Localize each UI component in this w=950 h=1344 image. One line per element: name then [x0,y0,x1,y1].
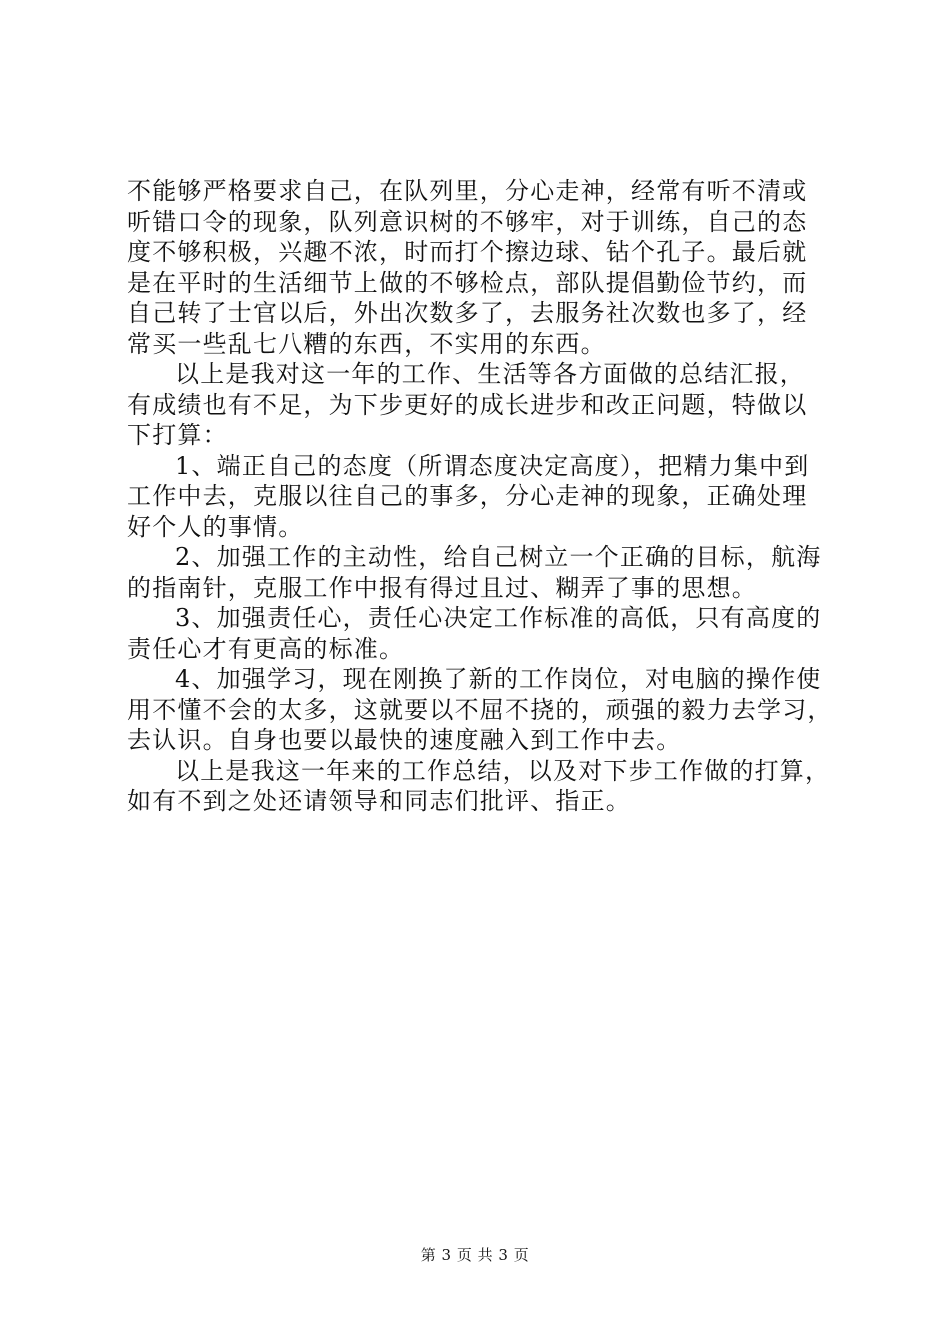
page-number-footer: 第 3 页 共 3 页 [420,1246,530,1264]
text-line: 如有不到之处还请领导和同志们批评、指正。 [127,787,631,815]
list-item-1-line: 1、端正自己的态度（所谓态度决定高度），把精力集中到 [175,451,810,480]
text-line: 度不够积极，兴趣不浓，时而打个擦边球、钻个孔子。最后就 [127,238,808,266]
text-line: 常买一些乱七八糟的东西，不实用的东西。 [127,329,606,358]
list-item-4-line: 4、加强学习，现在刚换了新的工作岗位，对电脑的操作使 [175,665,822,693]
text-line: 的指南针，克服工作中报有得过且过、糊弄了事的思想。 [127,573,757,602]
text-line: 下打算： [127,421,228,449]
paragraph-start-line: 以上是我对这一年的工作、生活等各方面做的总结汇报， [175,360,805,388]
text-line: 责任心才有更高的标准。 [127,634,405,663]
text-line: 工作中去，克服以往自己的事多，分心走神的现象，正确处理 [127,482,808,510]
text-line: 去认识。自身也要以最快的速度融入到工作中去。 [127,726,682,754]
text-line: 是在平时的生活细节上做的不够检点，部队提倡勤俭节约，而 [127,268,808,297]
text-line: 自己转了士官以后，外出次数多了，去服务社次数也多了，经 [127,299,808,327]
text-line: 不能够严格要求自己，在队列里，分心走神，经常有听不清或 [127,177,808,205]
list-item-3-line: 3、加强责任心，责任心决定工作标准的高低，只有高度的 [175,604,822,632]
list-item-2-line: 2、加强工作的主动性，给自己树立一个正确的目标，航海 [175,543,822,571]
text-line: 好个人的事情。 [127,512,304,541]
document-body [127,176,842,817]
text-line: 用不懂不会的太多，这就要以不屈不挠的，顽强的毅力去学习， [127,695,833,724]
text-line: 有成绩也有不足，为下步更好的成长进步和改正问题，特做以 [127,390,808,419]
text-line: 听错口令的现象，队列意识树的不够牢，对于训练，自己的态 [127,207,808,236]
paragraph-start-line: 以上是我这一年来的工作总结，以及对下步工作做的打算， [175,756,831,785]
